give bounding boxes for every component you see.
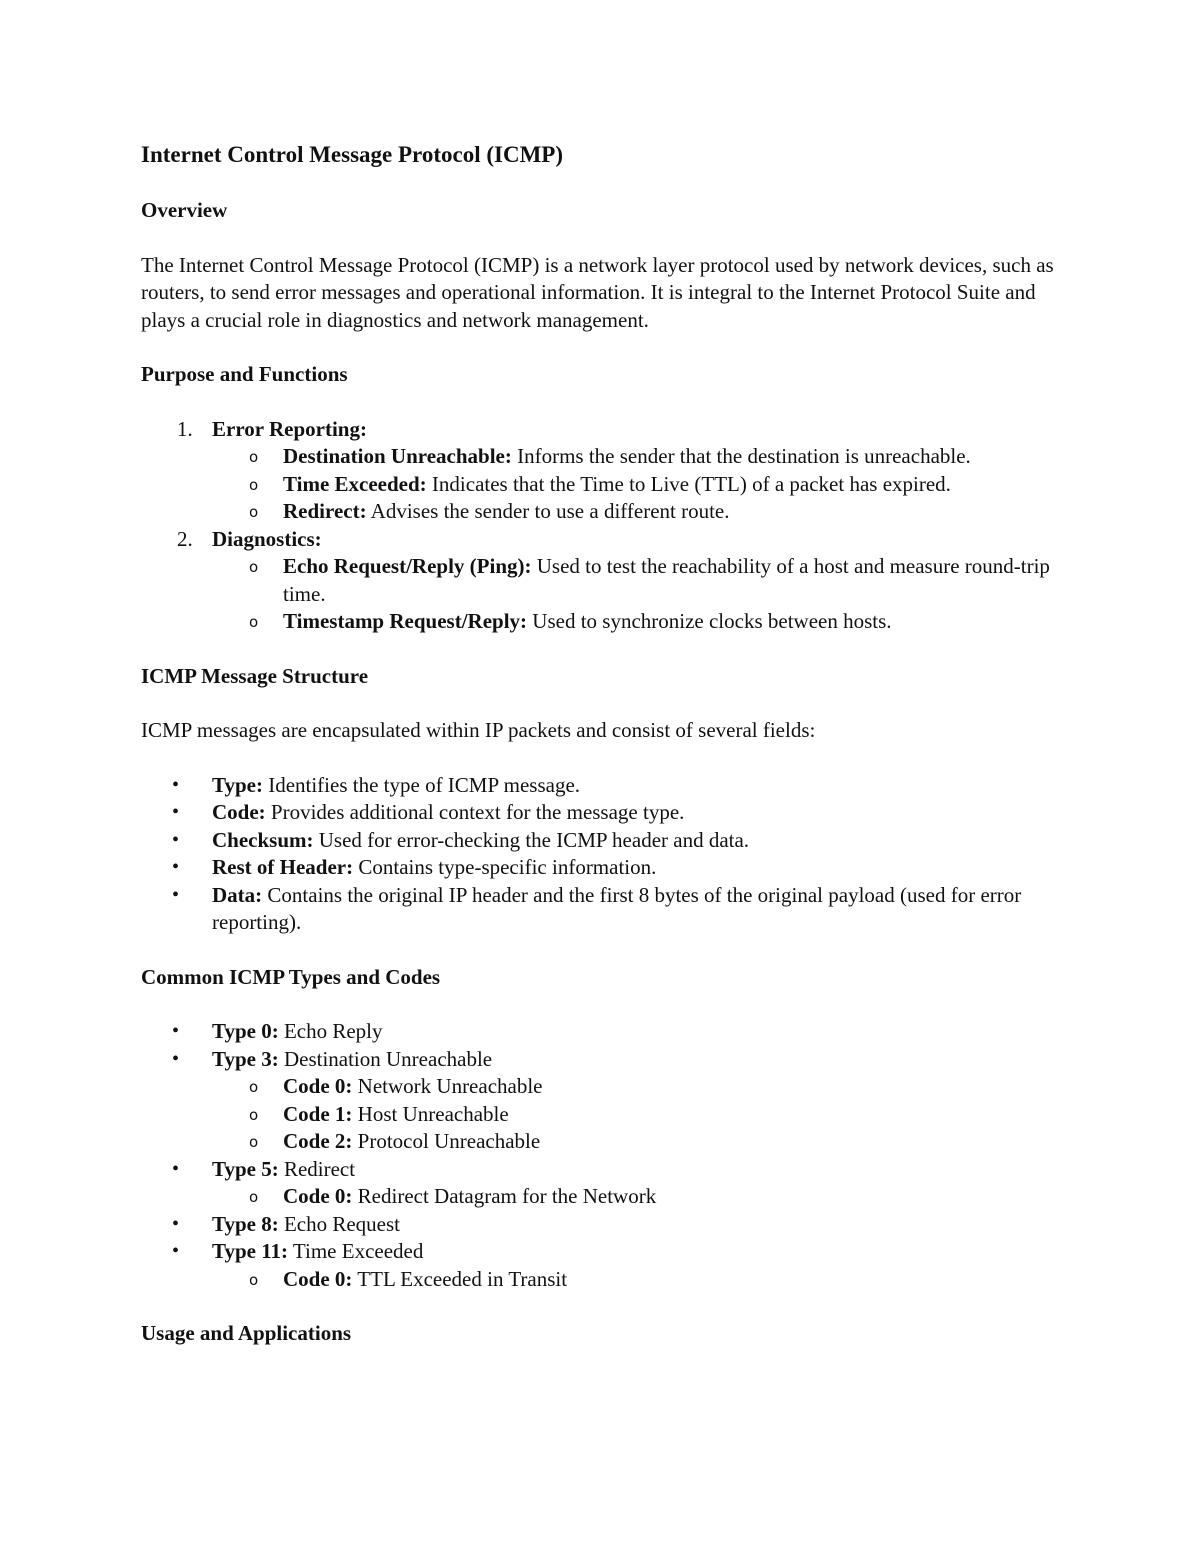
sub-list-item [212,1128,1061,1156]
list-item [141,416,1061,526]
sub-item-label: Code 0: [283,1074,353,1098]
bullet-icon: • [172,1020,180,1042]
sub-item-text: Network Unreachable [357,1074,543,1098]
item-label: Type 8: [212,1211,279,1236]
sub-list [212,1266,1061,1294]
sub-bullet-icon: o [249,1078,259,1096]
list-item [141,1046,1061,1156]
sub-item-label: Code 2: [283,1129,353,1153]
item-label: Type 0: [212,1019,279,1043]
structure-heading: ICMP Message Structure [141,663,369,688]
item-label: Type 3: [212,1046,279,1071]
item-label: Checksum: [212,827,314,852]
bullet-icon: • [172,828,180,851]
sub-item-text: Protocol Unreachable [357,1129,541,1153]
document-title: Internet Control Message Protocol (ICMP) [141,142,563,167]
list-number: 2. [177,526,193,551]
item-text: Time Exceeded [292,1239,424,1263]
item-label: Diagnostics: [212,526,322,551]
sub-list-item [212,1073,1061,1101]
sub-item-text: Indicates that the Time to Live (TTL) of a packet has expired. [431,471,951,496]
sub-bullet-icon: o [249,558,259,576]
item-text: Used for error-checking the ICMP header and data. [318,827,750,852]
bullet-icon: • [172,1157,180,1180]
sub-item-label: Redirect: [283,499,367,523]
sub-bullet-icon: o [249,1188,259,1206]
purpose-list [141,416,1061,636]
bullet-icon: • [172,1212,180,1235]
sub-item-label: Time Exceeded: [283,471,427,496]
list-item [141,827,1061,855]
item-label: Data: [212,882,263,907]
sub-item-text: Redirect Datagram for the Network [357,1184,657,1208]
sub-bullet-icon: o [249,1270,259,1289]
item-text: Contains type-specific information. [358,855,657,879]
list-item [141,799,1061,827]
item-label: Error Reporting: [212,416,367,441]
purpose-heading: Purpose and Functions [141,362,348,386]
sub-bullet-icon: o [249,503,259,521]
sub-item-text: Used to test the reachability of a host and measure round-trip time. [283,554,1050,606]
item-label: Type 11: [212,1239,289,1263]
sub-bullet-icon: o [249,613,259,631]
sub-item-label: Code 0: [283,1266,353,1291]
sub-list [212,1183,1061,1211]
types-heading: Common ICMP Types and Codes [141,964,441,989]
sub-bullet-icon: o [249,1105,259,1124]
bullet-icon: • [172,1047,180,1070]
item-label: Type: [212,772,263,797]
sub-item-text: Informs the sender that the destination is unreachable. [517,444,971,468]
sub-list-item [212,1266,1061,1294]
bullet-icon: • [172,856,180,878]
usage-heading: Usage and Applications [141,1321,352,1345]
item-text: Contains the original IP header and the first 8 bytes of the original payload (used for error reporting). [212,882,1022,934]
sub-list [212,1073,1061,1156]
item-text: Echo Request [283,1211,401,1236]
sub-item-text: Host Unreachable [357,1101,509,1126]
sub-list-item [212,471,1061,499]
sub-list [212,443,1061,526]
sub-list-item [212,1101,1061,1129]
item-text: Redirect [283,1156,356,1181]
sub-item-label: Echo Request/Reply (Ping): [283,554,532,578]
sub-list-item [212,553,1061,608]
types-list [141,1018,1061,1293]
sub-item-text: Used to synchronize clocks between hosts. [532,609,892,633]
item-label: Code: [212,800,266,824]
sub-item-label: Timestamp Request/Reply: [283,609,528,633]
overview-heading: Overview [141,198,228,222]
list-number: 1. [177,416,193,441]
bullet-icon: • [172,773,180,796]
list-item [141,1018,1061,1046]
bullet-icon: • [172,801,180,823]
item-label: Rest of Header: [212,855,354,879]
bullet-icon: • [172,1240,180,1262]
list-item [141,526,1061,636]
item-text: Identifies the type of ICMP message. [268,772,581,797]
list-item [141,854,1061,882]
list-item [141,1211,1061,1239]
overview-paragraph: The Internet Control Message Protocol (ICMP) is a network layer protocol used by network devices, such as routers, to send error messages and operational information. It is integral to the Internet Protocol Suite and plays a crucial role in diagnostics and network management. [141,252,1054,332]
item-text: Provides additional context for the message type. [270,800,685,824]
sub-item-label: Destination Unreachable: [283,444,512,468]
list-item [141,1238,1061,1293]
item-text: Destination Unreachable [283,1046,493,1071]
sub-item-label: Code 1: [283,1101,353,1126]
sub-list-item [212,443,1061,471]
sub-bullet-icon: o [249,475,259,494]
sub-item-label: Code 0: [283,1184,353,1208]
sub-bullet-icon: o [249,448,259,466]
sub-item-text: TTL Exceeded in Transit [357,1266,568,1291]
sub-list [212,553,1061,636]
document-page [141,140,1061,1375]
sub-list-item [212,498,1061,526]
list-item [141,772,1061,800]
sub-list-item [212,608,1061,636]
structure-list [141,772,1061,937]
list-item [141,1156,1061,1211]
structure-intro: ICMP messages are encapsulated within IP packets and consist of several fields: [141,718,816,742]
item-label: Type 5: [212,1156,279,1181]
sub-item-text: Advises the sender to use a different route. [370,499,730,523]
list-item [141,882,1061,937]
item-text: Echo Reply [283,1019,383,1043]
bullet-icon: • [172,883,180,906]
sub-bullet-icon: o [249,1133,259,1151]
sub-list-item [212,1183,1061,1211]
